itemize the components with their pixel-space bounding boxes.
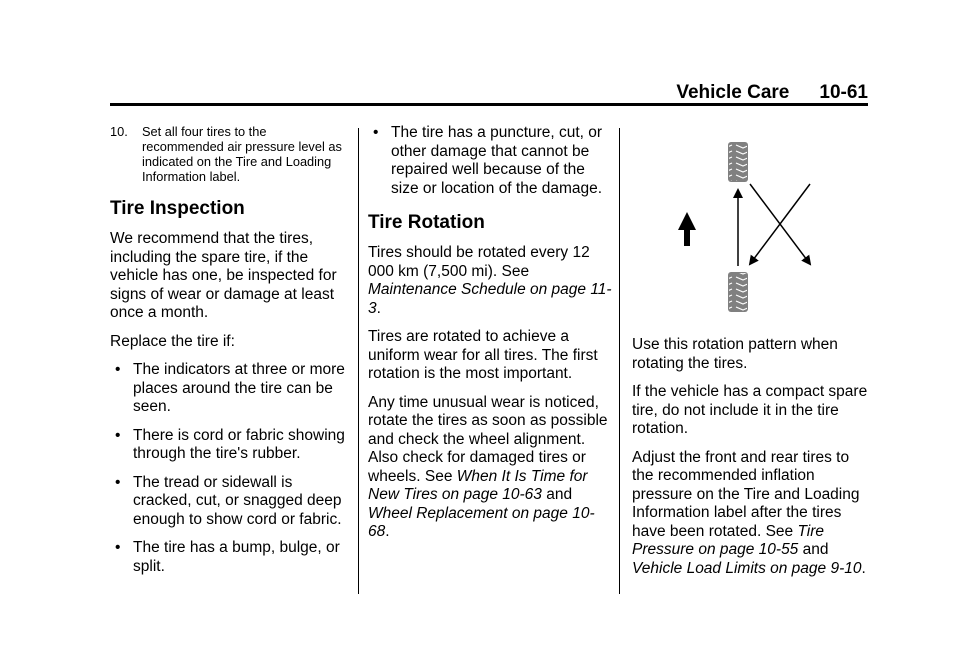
list-item: [110, 539, 350, 576]
maintenance-schedule-link[interactable]: Maintenance Schedule on page 11-3: [368, 281, 612, 317]
wheel-replacement-link[interactable]: Wheel Replacement on page 10-68: [368, 504, 595, 540]
paragraph-text: .: [376, 299, 381, 317]
paragraph-text: and: [541, 486, 573, 503]
page-header: [110, 82, 868, 104]
bullet-text: The tire has a bump, bulge, or split.: [133, 539, 340, 575]
bullet-icon: •: [115, 473, 121, 491]
step-number: 10.: [110, 124, 128, 139]
compact-spare-paragraph: If the vehicle has a compact spare tire, do not include it in the tire rotation.: [632, 383, 868, 437]
bullet-text: The tire has a puncture, cut, or other damage that cannot be repaired well because of the size or location of the damage.: [391, 124, 603, 197]
unusual-wear-paragraph: [368, 394, 612, 542]
page-number: 10-61: [819, 82, 868, 103]
section-title: Vehicle Care: [676, 82, 790, 103]
adjust-pressure-paragraph: [632, 449, 872, 579]
step-10: [110, 124, 350, 184]
tire-rotation-diagram: [662, 138, 812, 318]
column-2: [368, 124, 612, 552]
paragraph-text: .: [385, 523, 390, 540]
list-item: [110, 361, 350, 417]
front-left-tire: [728, 142, 748, 182]
paragraph-text: Any time unusual wear is noticed, rotate the tires as soon as possible and check the wheel alignment. Also check for damaged tires or wheels. See: [368, 393, 608, 485]
pattern-paragraph: Use this rotation pattern when rotating the tires.: [632, 336, 838, 372]
paragraph-text: and: [798, 541, 829, 558]
replace-intro: Replace the tire if:: [110, 332, 235, 350]
bullet-icon: •: [115, 539, 121, 556]
column-divider: [358, 128, 359, 594]
header-rule: [110, 103, 868, 106]
vehicle-load-limits-link[interactable]: Vehicle Load Limits on page 9-10: [632, 559, 862, 577]
step-text: Set all four tires to the recommended air pressure level as indicated on the Tire and Loading Information label.: [142, 124, 342, 184]
bullet-icon: •: [115, 361, 121, 378]
forward-direction-arrow-icon: [678, 212, 696, 246]
column-1: [110, 124, 350, 586]
bullet-text: The tread or sidewall is cracked, cut, or snagged deep enough to show cord or fabric.: [133, 473, 342, 528]
bullet-text: There is cord or fabric showing through the tire's rubber.: [133, 426, 345, 462]
list-item: [368, 124, 612, 198]
paragraph-text: Tires should be rotated every 12 000 km (7,500 mi). See: [368, 244, 590, 280]
column-divider: [619, 128, 620, 594]
bullet-icon: •: [373, 124, 379, 141]
bullet-text: The indicators at three or more places around the tire can be seen.: [133, 361, 345, 415]
list-item: [110, 427, 350, 464]
bullet-icon: •: [115, 426, 121, 444]
tire-inspection-heading: Tire Inspection: [110, 198, 245, 219]
list-item: [110, 474, 350, 530]
rotation-interval-paragraph: [368, 244, 612, 318]
tire-pressure-link[interactable]: Tire Pressure on page 10-55: [632, 522, 825, 558]
paragraph-text: .: [861, 559, 866, 577]
tire-rotation-heading: Tire Rotation: [368, 212, 485, 233]
column-3: [632, 124, 872, 588]
rear-left-tire: [728, 272, 748, 312]
inspection-paragraph: We recommend that the tires, including the spare tire, if the vehicle has one, be inspected for signs of wear or damage at least once a month.: [110, 230, 337, 321]
rotation-purpose-paragraph: Tires are rotated to achieve a uniform wear for all tires. The first rotation is the most important.: [368, 328, 598, 382]
new-tires-link[interactable]: When It Is Time for New Tires on page 10-63: [368, 467, 588, 503]
paragraph-text: Adjust the front and rear tires to the recommended inflation pressure on the Tire and Loading Information label after the tires have been rotated. See: [632, 448, 860, 540]
